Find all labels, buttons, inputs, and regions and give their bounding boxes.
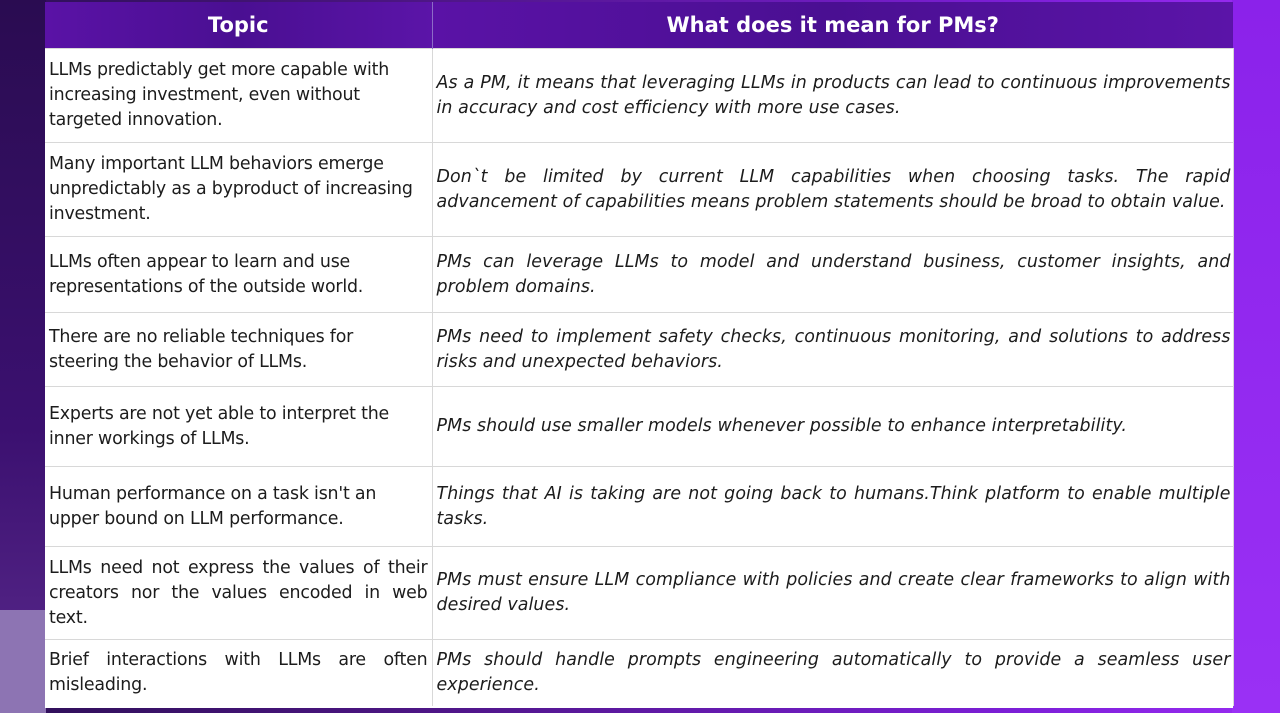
table-row xyxy=(45,143,1233,237)
table-row xyxy=(45,387,1233,467)
left-background-band xyxy=(0,0,46,713)
pm-implications-table xyxy=(45,2,1234,706)
topic-cell: LLMs often appear to learn and use representations of the outside world. xyxy=(45,237,432,313)
header-meaning: What does it mean for PMs? xyxy=(432,2,1233,49)
topic-cell: Experts are not yet able to interpret the inner workings of LLMs. xyxy=(45,387,432,467)
left-background-shape xyxy=(0,610,46,713)
table-row xyxy=(45,640,1233,706)
table-row xyxy=(45,467,1233,547)
topic-cell: LLMs predictably get more capable with increasing investment, even without targeted innovation. xyxy=(45,49,432,143)
topic-cell: Many important LLM behaviors emerge unpredictably as a byproduct of increasing investment. xyxy=(45,143,432,237)
table-row xyxy=(45,237,1233,313)
table-row xyxy=(45,547,1233,640)
topic-cell: There are no reliable techniques for steering the behavior of LLMs. xyxy=(45,313,432,387)
table-row xyxy=(45,49,1233,143)
topic-cell: LLMs need not express the values of their creators nor the values encoded in web text. xyxy=(45,547,432,640)
topic-cell: Human performance on a task isn't an upper bound on LLM performance. xyxy=(45,467,432,547)
meaning-cell: As a PM, it means that leveraging LLMs in products can lead to continuous improvements in accuracy and cost efficiency with more use cases. xyxy=(432,49,1233,143)
meaning-cell: PMs should handle prompts engineering automatically to provide a seamless user experience. xyxy=(432,640,1233,706)
table-row xyxy=(45,313,1233,387)
meaning-cell: PMs can leverage LLMs to model and understand business, customer insights, and problem domains. xyxy=(432,237,1233,313)
meaning-cell: Things that AI is taking are not going back to humans.Think platform to enable multiple tasks. xyxy=(432,467,1233,547)
pm-implications-table-container xyxy=(45,2,1233,708)
meaning-cell: Don`t be limited by current LLM capabilities when choosing tasks. The rapid advancement of capabilities means problem statements should be broad to obtain value. xyxy=(432,143,1233,237)
header-row xyxy=(45,2,1233,49)
meaning-cell: PMs must ensure LLM compliance with policies and create clear frameworks to align with desired values. xyxy=(432,547,1233,640)
topic-cell: Brief interactions with LLMs are often misleading. xyxy=(45,640,432,706)
meaning-cell: PMs should use smaller models whenever possible to enhance interpretability. xyxy=(432,387,1233,467)
right-background-band xyxy=(1232,0,1280,713)
meaning-cell: PMs need to implement safety checks, continuous monitoring, and solutions to address risks and unexpected behaviors. xyxy=(432,313,1233,387)
header-topic: Topic xyxy=(45,2,432,49)
